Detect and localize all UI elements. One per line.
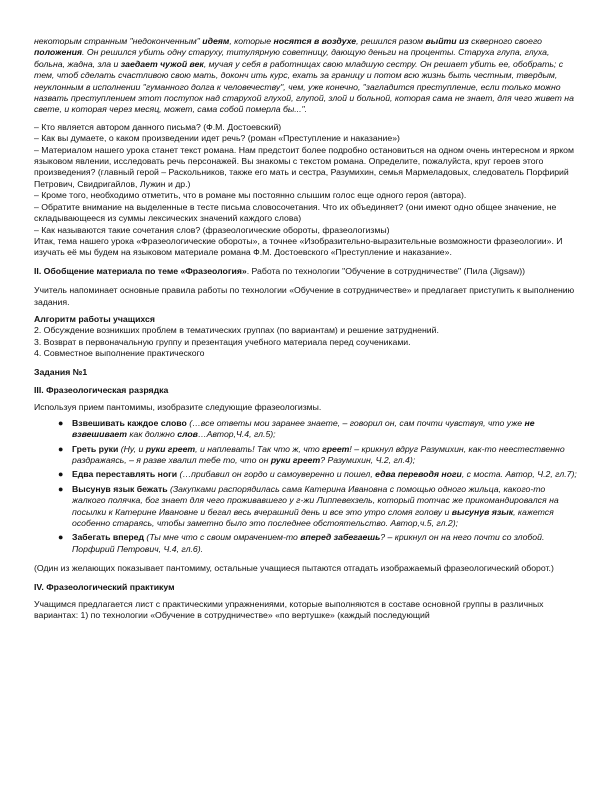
text-run: (Ну, и — [118, 443, 146, 454]
phrase-text — [72, 418, 535, 439]
dialogue-line: – Как вы думаете, о каком произведении идет речь? (роман «Преступление и наказание») — [34, 133, 400, 144]
dialogue-block — [34, 122, 578, 259]
section-3-title: III. Фразеологическая разрядка — [34, 384, 169, 395]
dialogue-line: Итак, тема нашего урока «Фразеологические обороты», а точнее «Изобразительно-выразительные возможности фразеологии». И изучать её мы будем на языковом материале романа Ф.М. Достоевского «Преступление и наказание». — [34, 235, 563, 258]
list-item — [34, 532, 578, 555]
text-run: (…все ответы мои заранее знаете, – говорил он, сам почти чувствуя, что уже — [186, 417, 525, 428]
section-2-title: II. Обобщение материала по теме «Фразеология» — [34, 265, 247, 276]
text-run: (Закупками распорядилась сама Катерина Ивановна с помощью одного жильца, какого-то жалкого полячка, бог знает для чего проживавшего у г-жи Липпевехзель, который тотчас же прикомандировался на посылки к Катерине Ивановне и бегал весь вчерашний день и все это утро сломя голову и — [72, 483, 559, 517]
text-run: скверного своего — [468, 36, 542, 46]
bullet-icon: ● — [58, 469, 64, 480]
phrase-text — [72, 484, 559, 528]
text-run: Едва переставлять ноги — [72, 469, 178, 480]
bullet-icon: ● — [58, 443, 64, 454]
text-run: положения — [34, 47, 82, 58]
phrase-text — [72, 444, 565, 465]
text-run: руки греет — [145, 443, 196, 454]
list-item — [34, 444, 578, 467]
dialogue-line: – Кто является автором данного письма? (Ф.М. Достоевский) — [34, 121, 282, 132]
text-run: греет — [322, 443, 350, 454]
section-4-text: Учащимся предлагается лист с практическими упражнениями, которые выполняются в составе основной группы в различных вариантах: 1) по технологии «Обучение в сотрудничестве» «по вертушке» (каждый последующий — [34, 599, 544, 621]
text-run: как должно — [126, 429, 178, 440]
bullet-icon: ● — [58, 532, 64, 543]
text-run: выйти из — [425, 36, 469, 46]
text-run: высунув язык — [451, 506, 514, 517]
text-run: , мучая у себя в работницах свою младшую сестру. Он решает убить ее, обобрать; с тем, чтоб сделать счастливою свою мать, доконч ить курс, ехать за границу и потом всю жизнь быть честным, твердым, неуклонным в исполнении "гуманного долга к человечеству", чем, уже конечно, "загладится преступление, если только можно назвать преступлением этот поступок над старухой глухой, глупой, злой и больной, которая сама не знает, для чего живет на свете, и которая через месяц, может, сама собой померла бы...". — [34, 58, 574, 115]
section-2-heading — [34, 266, 578, 277]
text-run: вперед забегаешь — [300, 532, 381, 543]
text-run: (Ты мне что с своим омрачением-то — [144, 532, 301, 543]
text-run: идеям — [202, 36, 230, 46]
dialogue-line: – Материалом нашего урока станет текст романа. Нам предстоит более подробно остановиться на одном очень интересном и ярком языковом явлении, исследовать речь персонажей. Вы знакомы с текстом романа. Определите, пожалуйста, круг героев этого произведения? (главный герой – Раскольников, также его мать и сестра, Разумихин, семья Мармеладовых, следователь Порфирий Петрович, Свидригайлов, Лужин и др.) — [34, 144, 574, 189]
list-item — [34, 469, 578, 480]
document-page — [34, 36, 578, 622]
algorithm-step: 4. Совместное выполнение практического — [34, 348, 205, 359]
text-run: руки греет — [270, 455, 321, 465]
text-run: ? – крикнул он на него почти со злобой. Порфирий Петрович, Ч.4, гл.6). — [72, 532, 545, 554]
phraseology-list — [34, 418, 578, 555]
intro-quote — [34, 36, 578, 116]
section-4-title: IV. Фразеологический практикум — [34, 581, 175, 592]
text-run: , с моста. Автор, Ч.2, гл.7); — [461, 469, 577, 480]
teacher-text: Учитель напоминает основные правила работы по технологии «Обучение в сотрудничестве» и предлагает приступить к выполнению задания. — [34, 285, 575, 307]
algorithm-step: 2. Обсуждение возникших проблем в тематических группах (по вариантам) и решение затруднений. — [34, 325, 439, 336]
list-item — [34, 484, 578, 530]
dialogue-line: – Как называются такие сочетания слов? (фразеологические обороты, фразеологизмы) — [34, 224, 390, 235]
bullet-icon: ● — [58, 483, 64, 494]
section-3-intro: Используя прием пантомимы, изобразите следующие фразеологизмы. — [34, 402, 322, 413]
text-run: , которые — [229, 36, 274, 46]
text-run: …Автор,Ч.4, гл.5); — [197, 429, 276, 440]
text-run: Высунув язык бежать — [72, 483, 168, 494]
text-run: , и наплевать! Так что ж, что — [195, 443, 323, 454]
phrase-text — [72, 532, 544, 553]
text-run: едва переводя ноги — [375, 469, 462, 480]
text-run: ? Разумихин, Ч.2, гл.4); — [320, 455, 416, 465]
section-2-subtitle: . Работа по технологии "Обучение в сотрудничестве" (Пила (Jigsaw)) — [246, 265, 526, 276]
text-run: слов — [177, 429, 198, 440]
algorithm-step: 3. Возврат в первоначальную группу и презентация учебного материала перед соучениками. — [34, 336, 411, 347]
dialogue-line: – Кроме того, необходимо отметить, что в романе мы постоянно слышим голос еще одного героя (автора). — [34, 190, 467, 201]
text-run: не взвешивает — [72, 417, 535, 440]
text-run: ! – крикнул вдруг Разумихин, как-то неестественно раздражаясь, – я разве хвалил тебе то, что он — [72, 443, 565, 465]
bullet-icon: ● — [58, 417, 64, 428]
text-run: некоторым странным "недоконченным" — [34, 36, 203, 46]
text-run: . Он решился убить одну старуху, титулярную советницу, дающую деньги на проценты. Старуха глупа, глуха, больна, жадна, зла и — [34, 47, 550, 69]
text-run: Греть руки — [72, 443, 119, 454]
text-run: , решился разом — [356, 36, 426, 46]
text-run: (…прибавил он гордо и самоуверенно и пошел, — [177, 469, 376, 480]
algorithm-title: Алгоритм работы учащихся — [34, 313, 155, 324]
text-run: носятся в воздухе — [273, 36, 357, 46]
pantomime-note: (Один из желающих показывает пантомиму, остальные учащиеся пытаются отгадать изображаемый фразеологический оборот.) — [34, 563, 554, 574]
phrase-text — [72, 469, 577, 479]
dialogue-line: – Обратите внимание на выделенные в тесте письма словосочетания. Что их объединяет? (они имеют одно общее значение, не складывающееся из суммы лексических значений каждого слова) — [34, 201, 557, 224]
text-run: заедает чужой век — [120, 58, 204, 69]
list-item — [34, 418, 578, 441]
text-run: Взвешивать каждое слово — [72, 417, 187, 428]
task-title: Задания №1 — [34, 366, 88, 377]
algorithm-block — [34, 314, 578, 360]
text-run: , кажется особенно стараясь, чтобы заметно было это последнее обстоятельство. Автор,ч.5, гл.2); — [72, 506, 554, 529]
text-run: Забегать вперед — [72, 532, 145, 543]
